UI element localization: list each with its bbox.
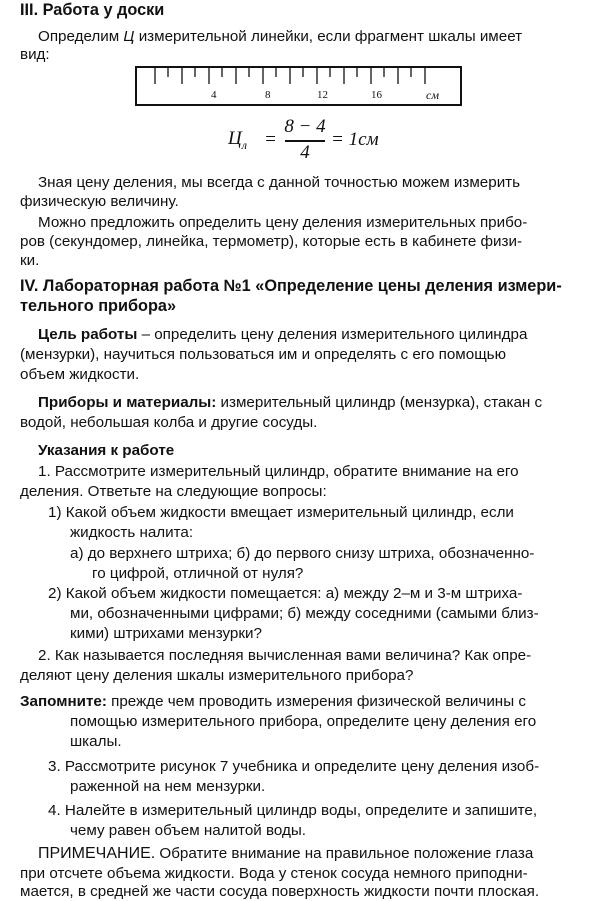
ruler-scale-figure [135,66,462,106]
goal-line-3: объем жидкости. [20,366,140,383]
section-3-intro-line-2: вид: [20,46,50,63]
question-1-line-2: жидкость налита: [70,524,194,541]
instruction-4-line-2: чему равен объем налитой воды. [70,822,306,839]
materials-line-1: Приборы и материалы: измерительный цилиндр (мензурка), стакан с [38,394,543,411]
ruler-label-8: 8 [265,89,271,101]
paragraph-2-line-3: ки. [20,252,40,269]
paragraph-2-line-1: Можно предложить определить цену деления измерительных прибо- [38,214,528,231]
ruler-label-12: 12 [317,89,328,101]
formula-denominator: 4 [300,142,310,163]
section-3-intro-line-1: Определим Ц измерительной линейки, если фрагмент шкалы имеет [38,28,523,45]
paragraph-1-line-1: Зная цену деления, мы всегда с данной точностью можем измерить [38,174,521,191]
instruction-3-line-2: раженной на нем мензурки. [70,778,266,795]
remember-line-2: помощью измерительного прибора, определите цену деления его [70,713,537,730]
paragraph-1-line-2: физическую величину. [20,193,179,210]
formula-result: = 1см [331,129,379,150]
instruction-4-line-1: 4. Налейте в измерительный цилиндр воды, определите и запишите, [48,802,538,819]
question-1-sub-line-1: а) до верхнего штриха; б) до первого снизу штриха, обозначенно- [70,545,535,562]
materials-line-2: водой, небольшая колба и другие сосуды. [20,414,318,431]
formula-numerator: 8 − 4 [284,116,326,137]
section-3-heading: III. Работа у доски [20,1,165,19]
instruction-1-line-1: 1. Рассмотрите измерительный цилиндр, обратите внимание на его [38,463,519,480]
question-2-line-2: ми, обозначенными цифрами; б) между соседними (самыми близ- [70,605,539,622]
instructions-heading: Указания к работе [38,442,175,459]
question-1-line-1: 1) Какой объем жидкости вмещает измерительный цилиндр, если [48,504,514,521]
ruler-label-16: 16 [371,89,382,101]
section-4-heading-line-2: тельного прибора» [20,297,177,315]
note-line-3: мается, в средней же части сосуда поверхность жидкости почти плоская. [20,883,540,900]
remember-line-3: шкалы. [70,733,122,750]
question-2-line-3: кими) штрихами мензурки? [70,625,262,642]
instruction-2-line-1: 2. Как называется последняя вычисленная вами величина? Как опре- [38,647,532,664]
goal-line-2: (мензурки), научиться пользоваться им и определять с его помощью [20,346,506,363]
instruction-2-line-2: деляют цену деления шкалы измерительного прибора? [20,667,414,684]
goal-line-1: Цель работы – определить цену деления измерительного цилиндра [38,326,528,343]
section-4-heading-line-1: IV. Лабораторная работа №1 «Определение цены деления измери- [20,277,562,295]
ruler-label-4: 4 [211,89,217,101]
formula-lhs: $Ц_л$ [228,128,247,152]
formula-equals: = [264,129,277,150]
instruction-1-line-2: деления. Ответьте на следующие вопросы: [20,483,327,500]
note-line-1: ПРИМЕЧАНИЕ. Обратите внимание на правильное положение глаза [38,845,534,862]
question-1-sub-line-2: го цифрой, отличной от нуля? [92,565,304,582]
remember-line-1: Запомните: прежде чем проводить измерения физической величины с [20,693,526,710]
paragraph-2-line-2: ров (секундомер, линейка, термометр), которые есть в кабинете физи- [20,233,523,250]
ruler-unit-label: см [426,88,439,102]
ruler-ticks [137,68,460,104]
question-2-line-1: 2) Какой объем жидкости помещается: а) между 2–м и 3-м штриха- [48,585,523,602]
note-line-2: при отсчете объема жидкости. Вода у стенок сосуда немного приподни- [20,865,528,882]
instruction-3-line-1: 3. Рассмотрите рисунок 7 учебника и определите цену деления изоб- [48,758,540,775]
